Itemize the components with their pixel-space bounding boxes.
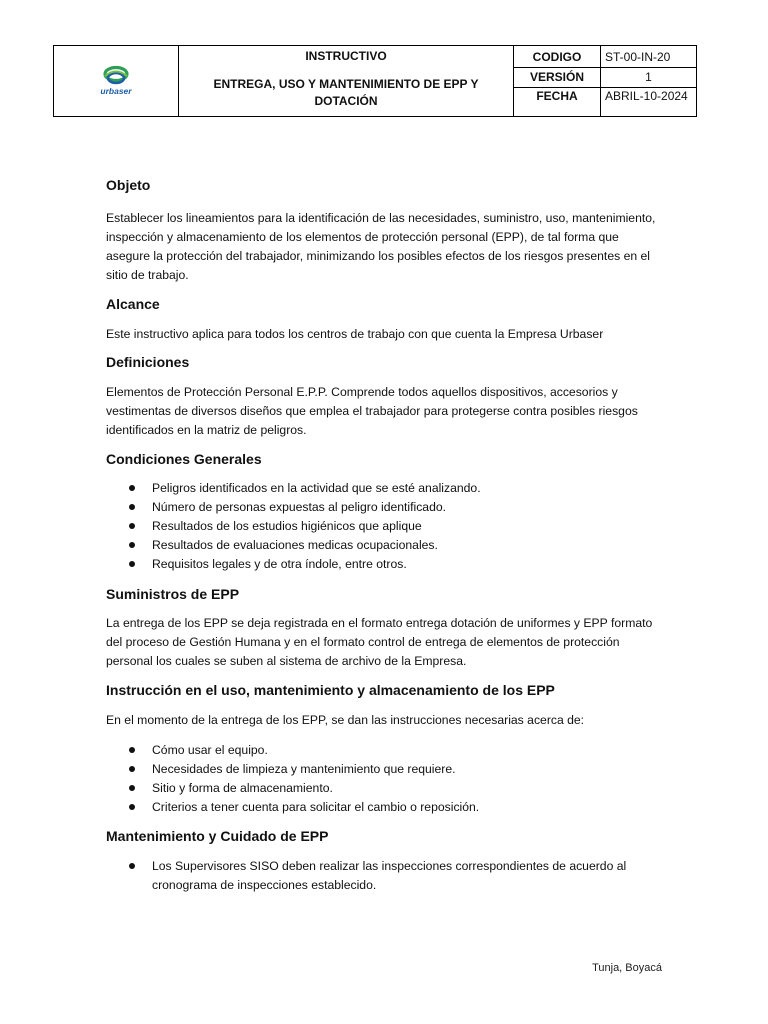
title-cell [179,46,514,117]
logo-text: urbaser [100,85,132,96]
heading-definiciones: Definiciones [106,354,190,370]
doc-type: INSTRUCTIVO [305,49,387,63]
urbaser-logo [88,63,144,97]
document-header-table [53,45,697,117]
list-item: Criterios a tener cuenta para solicitar el cambio o reposición. [106,798,666,817]
text-objeto: Establecer los lineamientos para la identificación de las necesidades, suministro, uso, mantenimiento, inspección y almacenamiento de los elementos de protección personal (EPP), de tal forma que asegure la protección del trabajador, minimizando los posibles efectos de los riesgos presentes en el sitio de trabajo. [106,211,656,282]
heading-alcance: Alcance [106,296,160,312]
fecha-value: ABRIL-10-2024 [601,87,697,116]
text-definiciones: Elementos de Protección Personal E.P.P. Comprende todos aquellos dispositivos, accesorios y vestimentas de diversos diseños que emplea el trabajador para protegerse contra posibles riesgos identificados en la matriz de peligros. [106,385,638,437]
list-item: Número de personas expuestas al peligro identificado. [106,498,666,517]
list-item: Resultados de evaluaciones medicas ocupacionales. [106,536,666,555]
document-body [106,170,666,895]
version-value: 1 [601,68,697,87]
heading-objeto: Objeto [106,177,151,193]
list-item: Resultados de los estudios higiénicos que aplique [106,517,666,536]
list-item: Requisitos legales y de otra índole, entre otros. [106,555,666,574]
list-condiciones [106,479,666,574]
list-item: Cómo usar el equipo. [106,741,666,760]
list-item: Sitio y forma de almacenamiento. [106,779,666,798]
list-item: Los Supervisores SISO deben realizar las inspecciones correspondientes de acuerdo al cronograma de inspecciones establecido. [106,857,666,895]
footer-location: Tunja, Boyacá [592,962,662,974]
fecha-label: FECHA [514,87,601,116]
list-item: Peligros identificados en la actividad que se esté analizando. [106,479,666,498]
text-instruccion: En el momento de la entrega de los EPP, se dan las instrucciones necesarias acerca de: [106,713,585,727]
version-label: VERSIÓN [514,68,601,87]
list-instruccion [106,741,666,817]
heading-suministros: Suministros de EPP [106,586,240,602]
list-mantenimiento [106,857,666,895]
codigo-label: CODIGO [514,46,601,68]
text-suministros: La entrega de los EPP se deja registrada en el formato entrega dotación de uniformes y EPP formato del proceso de Gestión Humana y en el formato control de entrega de elementos de protección personal los cuales se suben al sistema de archivo de la Empresa. [106,616,653,668]
heading-condiciones: Condiciones Generales [106,451,262,467]
list-item: Necesidades de limpieza y mantenimiento que requiere. [106,760,666,779]
text-alcance: Este instructivo aplica para todos los centros de trabajo con que cuenta la Empresa Urbaser [106,327,604,341]
heading-mantenimiento: Mantenimiento y Cuidado de EPP [106,828,329,844]
heading-instruccion: Instrucción en el uso, mantenimiento y almacenamiento de los EPP [106,682,555,698]
logo-cell [54,46,179,117]
codigo-value: ST-00-IN-20 [601,46,697,68]
doc-title: ENTREGA, USO Y MANTENIMIENTO DE EPP Y DOTACIÓN [213,77,479,108]
